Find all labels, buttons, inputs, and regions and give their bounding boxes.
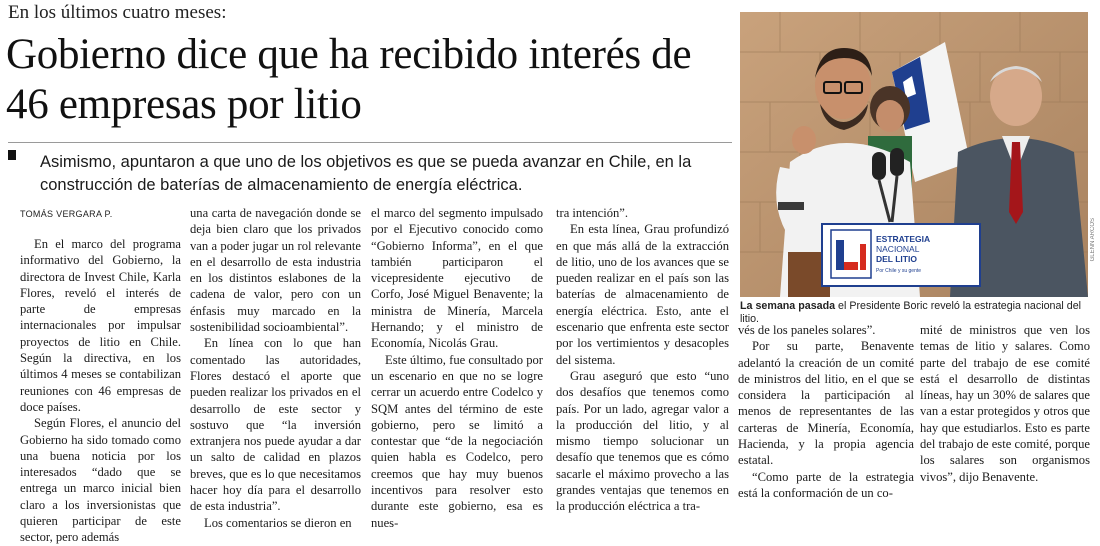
paragraph: En el marco del programa informativo del Gobierno, la directora de Invest Chile, Karla Flores, reveló el interés de parte de empresas internacionales por impulsar proyectos de litio en Chile. Según la directiva, en los últimos 4 meses se contabilizan reuniones con 46 empresas de doce países. bbox=[20, 237, 181, 414]
paragraph: vés de los paneles solares”. bbox=[738, 323, 876, 337]
text-column-4 bbox=[556, 205, 729, 515]
photo-illustration bbox=[740, 12, 1088, 297]
paragraph: Los comentarios se dieron en bbox=[204, 515, 352, 530]
deck-marker bbox=[8, 150, 16, 160]
paragraph: una carta de navegación donde se deja bien claro que los privados van a poder jugar un rol relevante en el desarrollo de esta industria en los distintos eslabones de la cadena de valor, pero con un énfasis muy marcado en la sostenibilidad socioambiental”. bbox=[190, 206, 361, 335]
divider bbox=[8, 142, 732, 143]
paragraph: Este último, fue consultado por un escenario en que no se logre cerrar un acuerdo entre Codelco y SQM antes del término de este gobierno, pero se limitó a contestar que “de la negociación quien habla es Codelco, pero creemos que hay muy buenos incentivos para resolver esto durante este gobierno, esa es nues- bbox=[371, 352, 543, 530]
text-column-2 bbox=[190, 205, 361, 531]
paragraph: “Como parte de la estrategia está la conformación de un co- bbox=[738, 469, 914, 500]
paragraph: En esta línea, Grau profundizó en que más allá de la extracción de litio, uno de los avances que se pueden realizar en el país son las baterías de almacenamiento de energía eléctrica. Esto, ante el escenario que enfrenta este sector por los vertimientos y desacoples del sistema. bbox=[556, 222, 729, 367]
text-column-6 bbox=[920, 322, 1090, 485]
text-column-5 bbox=[738, 322, 914, 501]
paragraph: En línea con lo que han comentado las autoridades, Flores destacó el aporte que pueden realizar los privados en el desarrollo de este sector y sostuvo que “la inversión extranjera nos puede ayudar a dar un salto de calidad en plazos breves, que es lo que necesitamos hacer hoy día para el desarrollo de esta industria”. bbox=[190, 336, 361, 514]
paragraph: Grau aseguró que esto “uno dos desafíos que tenemos como país. Por un lado, agregar valor a la producción del litio, y al mismo tiempo solucionar un desafío que tenemos que es cómo sacarle el máximo provecho a las grandes ventajas que tenemos en la producción eléctrica a tra- bbox=[556, 368, 729, 514]
paragraph: tra intención”. bbox=[556, 206, 629, 220]
caption-lead: La semana pasada bbox=[740, 300, 836, 312]
sign-text: ESTRATEGIA bbox=[876, 234, 931, 244]
paragraph: Por su parte, Benavente adelantó la creación de un comité de ministros del litio, en el que se considera la participación al menos de representantes de las carteras de Minería, Economía, Hacienda, y la propia agencia estatal. bbox=[738, 339, 914, 468]
paragraph: Según Flores, el anuncio del Gobierno ha sido tomado como una buena noticia por los interesados “dado que se entrega un marco inicial bien claro a los inversionistas que quieren participar de este sector, pero además bbox=[20, 416, 181, 545]
sign-text: NACIONAL bbox=[876, 244, 920, 254]
article-kicker: En los últimos cuatro meses: bbox=[8, 2, 227, 23]
text-column-3 bbox=[371, 205, 543, 531]
byline: TOMÁS VERGARA P. bbox=[20, 209, 113, 219]
text-column-1 bbox=[20, 236, 181, 546]
article-deck: Asimismo, apuntaron a que uno de los objetivos es que se pueda avanzar en Chile, en la construcción de baterías de almacenamiento de energía eléctrica. bbox=[40, 153, 692, 194]
paragraph: mité de ministros que ven los temas de litio y salares. Como parte del trabajo de ese comité está el desarrollo de distintas líneas, hay un 30% de salares que van a estar protegidos y otros que hay que estudiarlos. Esto es parte del trabajo de este comité, porque los salares son organismos vivos”, dijo Benavente. bbox=[920, 323, 1090, 484]
sign-text: Por Chile y su gente bbox=[876, 268, 922, 274]
paragraph: el marco del segmento impulsado por el Ejecutivo conocido como “Gobierno Informa”, en el que también participaron el vicepresidente ejecutivo de Corfo, José Miguel Benavente; la ministra de Minería, Marcela Hernando; y el ministro de Economía, Nicolás Grau. bbox=[371, 206, 543, 351]
sign-text: DEL LITIO bbox=[876, 254, 917, 264]
article-headline: Gobierno dice que ha recibido interés de 46 empresas por litio bbox=[6, 31, 692, 128]
photo-credit: GLENN ARCOS bbox=[1090, 218, 1096, 262]
news-photo bbox=[740, 12, 1088, 297]
caption-text: el Presidente Boric reveló la estrategia nacional del litio. bbox=[740, 300, 1082, 325]
photo-caption bbox=[740, 300, 1090, 326]
